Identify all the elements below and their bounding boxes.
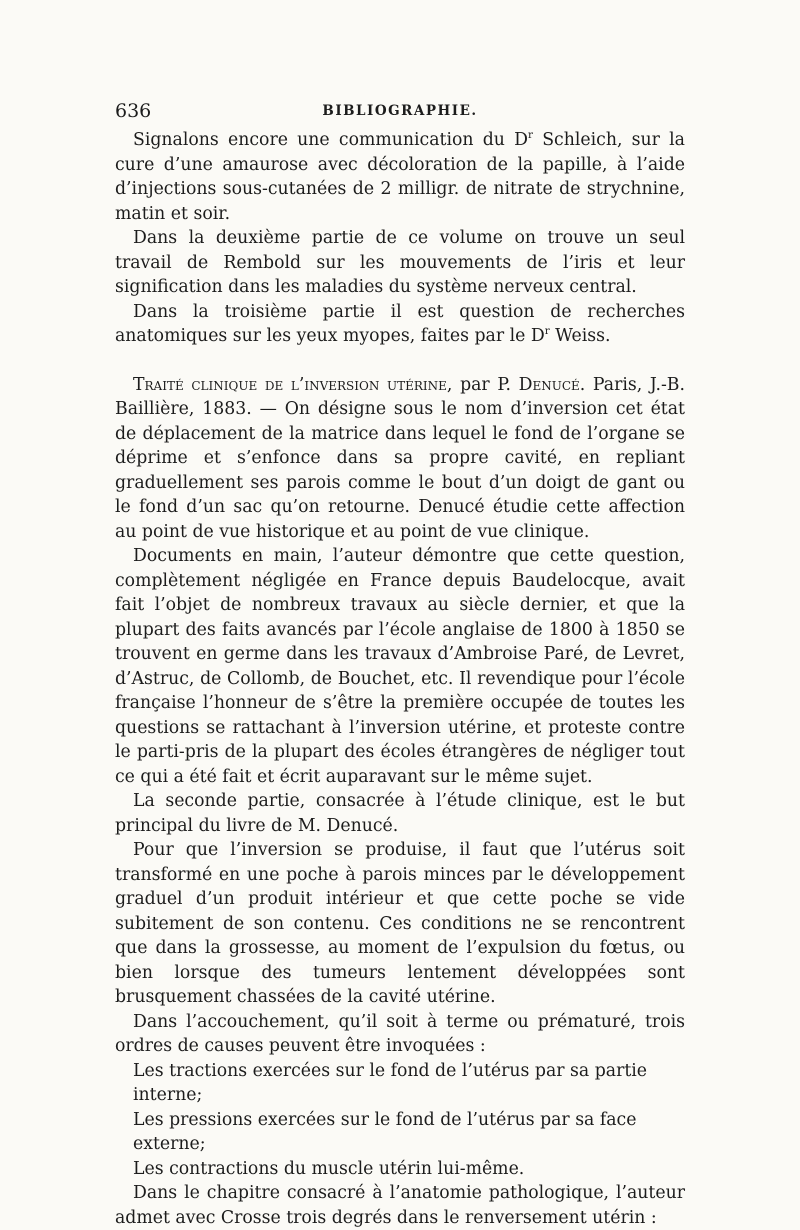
list-item: Les contractions du muscle utérin lui-même. bbox=[133, 1158, 525, 1179]
review-denuce-intro: Traité clinique de l’inversion utérine, par P. Denucé. Paris, J.-B. Baillière, 1883. — On désigne sous le nom d’inversion cet état de déplacement de la matrice dans lequel le fond de l’organe se déprime et s’enfonce dans sa propre cavité, en repliant graduellement ses parois comme le bout d’un doigt de gant ou le fond d’un sac qu’on retourne. Denucé étudie cette affection au point de vue historique et au point de vue clinique. bbox=[115, 374, 685, 542]
paragraph-weiss: Dans la troisième partie il est question de recherches anatomiques sur les yeux myopes, faites par le $D^r$ Weiss. bbox=[115, 301, 685, 346]
paragraph-accouchement: Dans l’accouchement, qu’il soit à terme ou prématuré, trois ordres de causes peuvent être invoquées : bbox=[115, 1011, 685, 1056]
list-item: Les pressions exercées sur le fond de l’utérus par sa face externe; bbox=[133, 1109, 637, 1154]
paragraph-seconde-partie: La seconde partie, consacrée à l’étude clinique, est le but principal du livre de M. Denucé. bbox=[115, 791, 685, 836]
page-number: 636 bbox=[115, 100, 152, 122]
book-title: Traité clinique de l’inversion utérine bbox=[133, 374, 447, 395]
running-title: BIBLIOGRAPHIE. bbox=[322, 103, 478, 119]
paragraph-documents: Documents en main, l’auteur démontre que cette question, complètement négligée en France depuis Baudelocque, avait fait l’objet de nombreux travaux au siècle dernier, et que la plupart des faits avancés par l’école anglaise de 1800 à 1850 se trouvent en germe dans les travaux d’Ambroise Paré, de Levret, d’Astruc, de Collomb, de Bouchet, etc. Il revendique pour l’école française l’honneur de s’être la première occupée de toutes les questions se rattachant à l’inversion utérine, et proteste contre le parti-pris de la plupart des écoles étrangères de négliger tout ce qui a été fait et écrit auparavant sur le même sujet. bbox=[115, 546, 685, 787]
body-text bbox=[115, 128, 685, 1230]
paragraph-rembold: Dans la deuxième partie de ce volume on trouve un seul travail de Rembold sur les mouvements de l’iris et leur signification dans les maladies du système nerveux central. bbox=[115, 228, 685, 297]
paragraph-inversion-conditions: Pour que l’inversion se produise, il faut que l’utérus soit transformé en une poche à parois minces par le développement graduel d’un produit intérieur et que cette poche se vide subitement de son contenu. Ces conditions ne se rencontrent que dans la grossesse, au moment de l’expulsion du fœtus, ou bien lorsque des tumeurs lentement développées sont brusquement chassées de la cavité utérine. bbox=[115, 840, 685, 1007]
list-item: Les tractions exercées sur le fond de l’utérus par sa partie interne; bbox=[133, 1060, 648, 1105]
book-author: Denucé bbox=[518, 374, 580, 395]
paragraph-schleich: Signalons encore une communication du $D^r$ Schleich, sur la cure d’une amaurose avec décoloration de la papille, à l’aide d’injections sous-cutanées de 2 milligr. de nitrate de strychnine, matin et soir. bbox=[115, 129, 685, 224]
page-header bbox=[115, 100, 685, 126]
paragraph-anatomie: Dans le chapitre consacré à l’anatomie pathologique, l’auteur admet avec Crosse trois degrés dans le renversement utérin : bbox=[115, 1183, 685, 1228]
